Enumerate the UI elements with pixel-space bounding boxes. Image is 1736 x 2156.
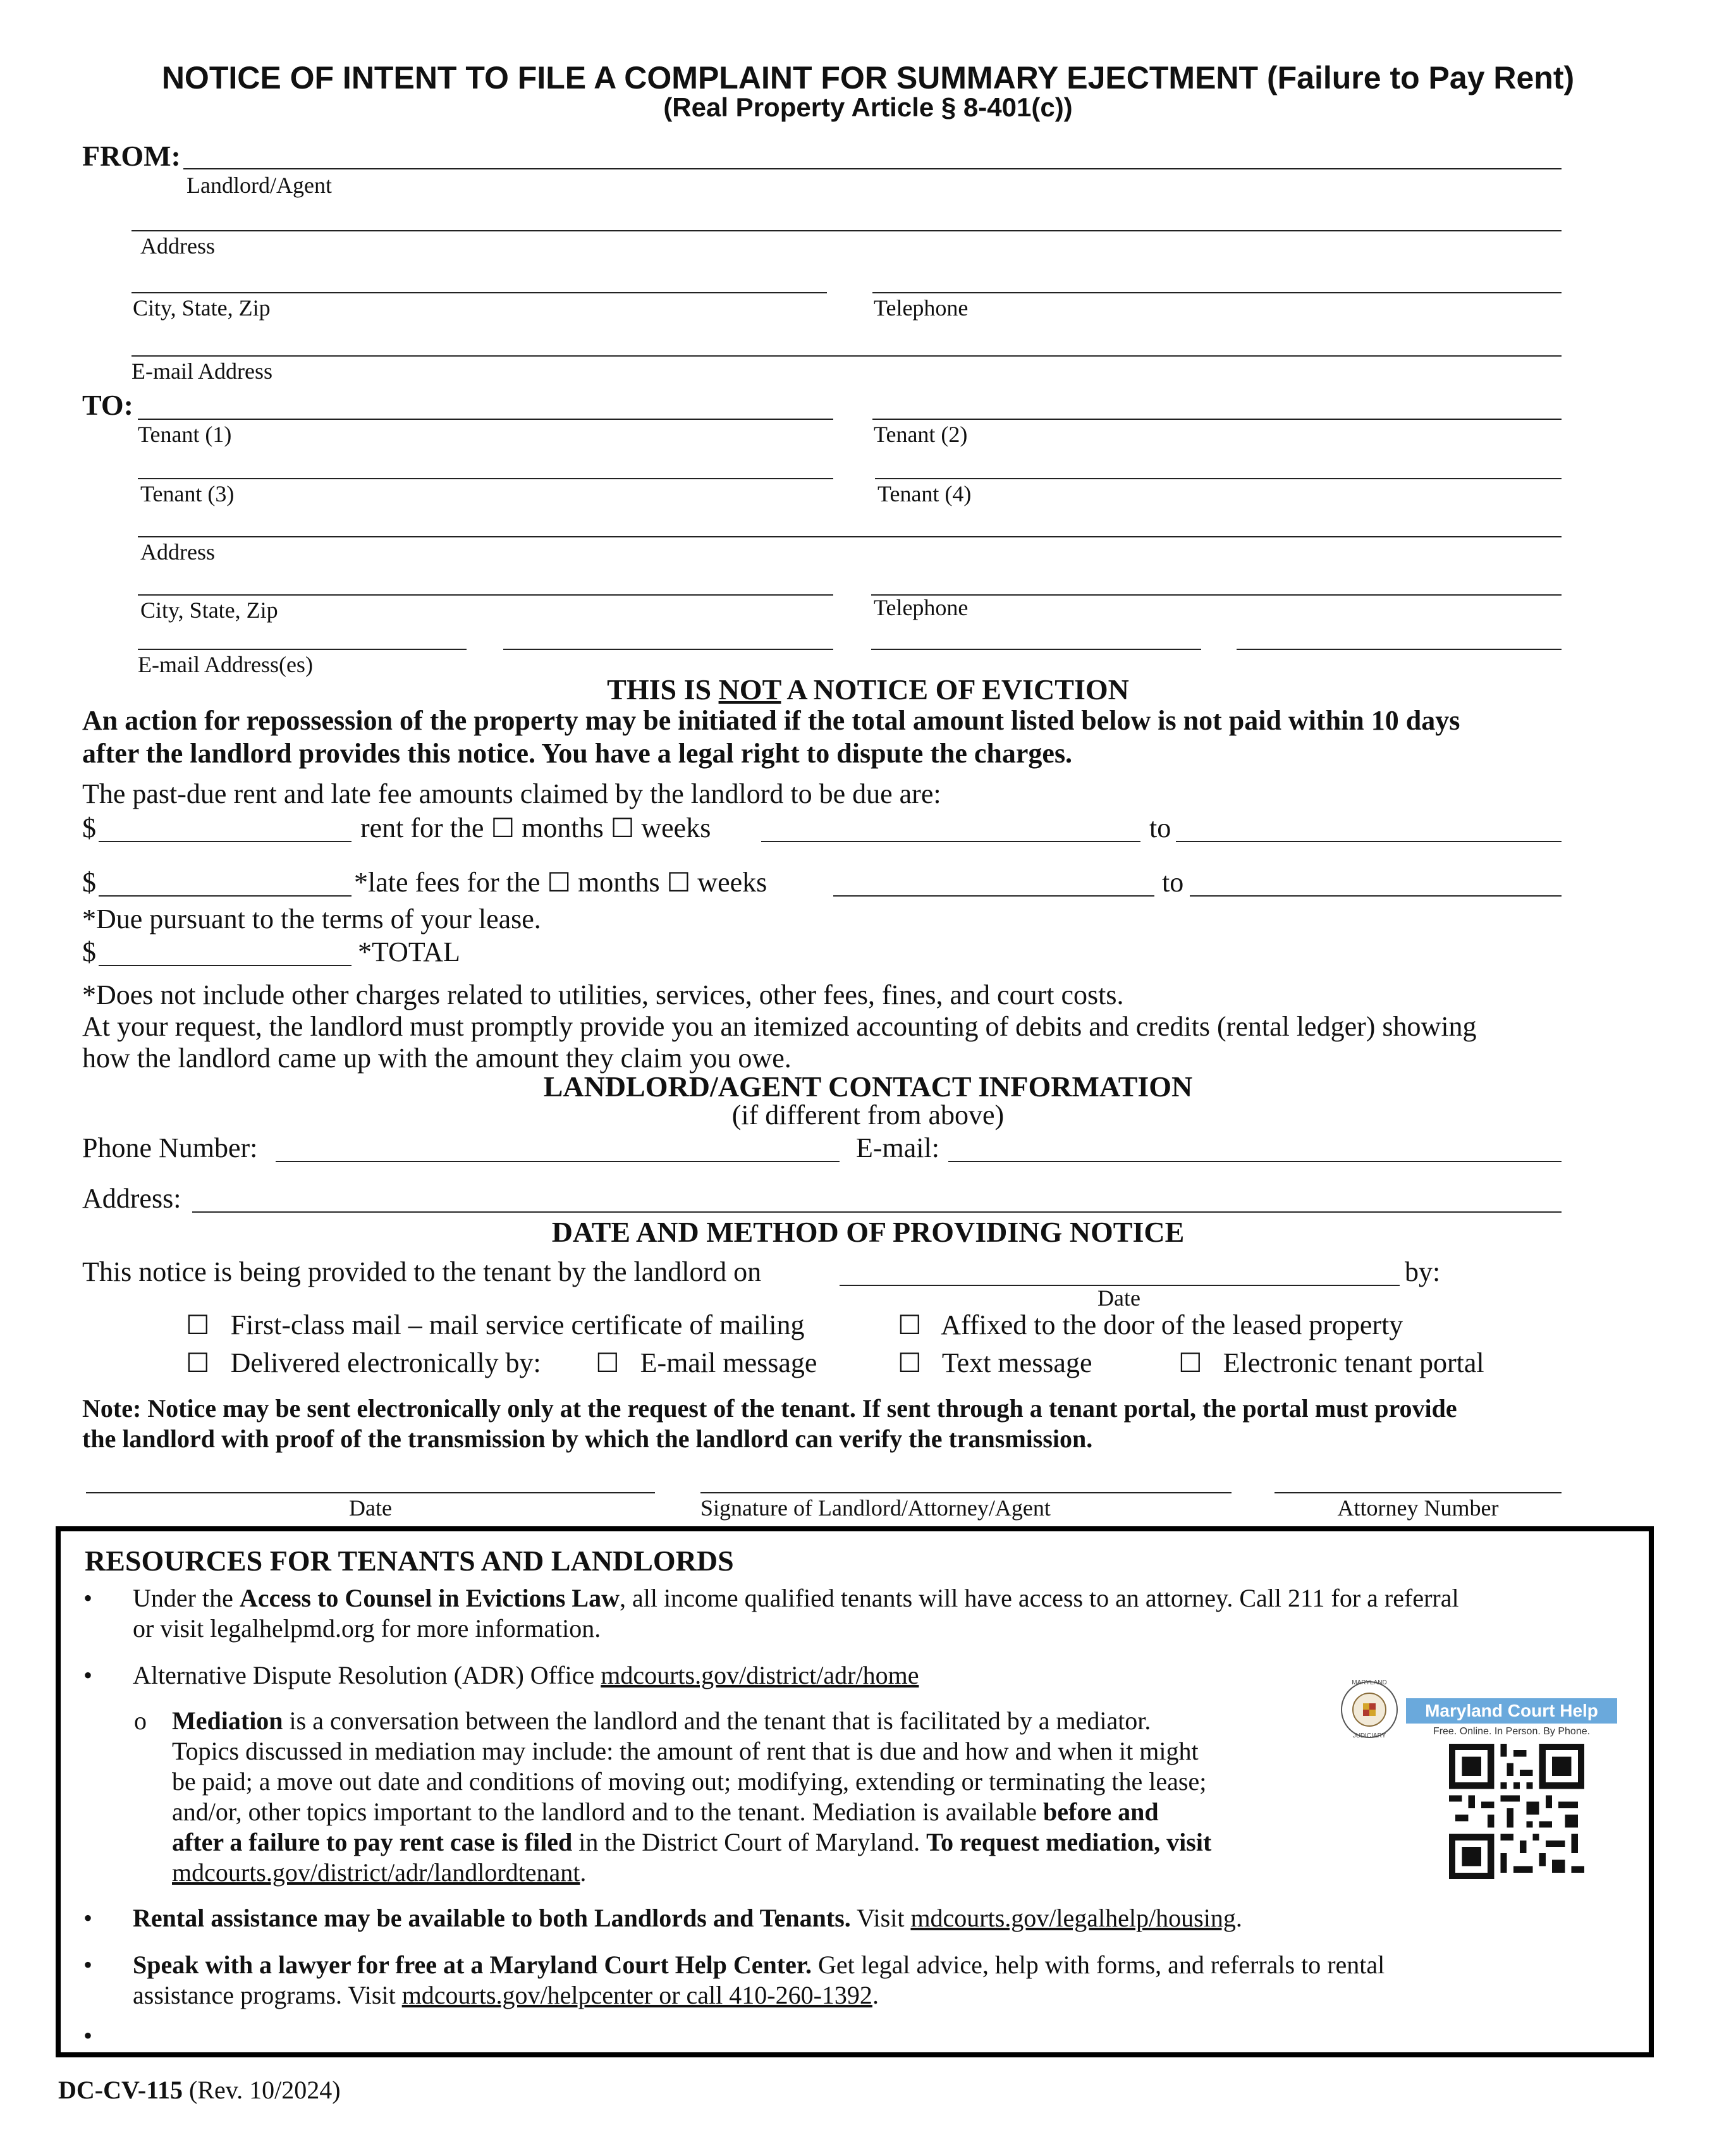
- sub-bullet-mediation: o: [134, 1706, 147, 1735]
- from-telephone-label: Telephone: [874, 295, 969, 321]
- notice-date-label: Date: [1097, 1285, 1140, 1311]
- lawyer-line-2: assistance programs. Visit mdcourts.gov/helpcenter or call 410-260-1392.: [133, 1981, 879, 2009]
- phone-number-field[interactable]: [276, 1161, 840, 1162]
- tenant2-label: Tenant (2): [874, 422, 968, 447]
- signature-label: Signature of Landlord/Attorney/Agent: [700, 1495, 1051, 1521]
- note-line-2: the landlord with proof of the transmission by which the landlord can verify the transmission.: [82, 1424, 1093, 1453]
- total-amount-field[interactable]: [99, 965, 351, 966]
- bullet-1: •: [83, 1584, 93, 1612]
- rent-weeks-checkbox[interactable]: ☐: [610, 814, 635, 843]
- total-label: *TOTAL: [358, 936, 460, 967]
- tenant4-field[interactable]: [875, 478, 1562, 479]
- seal-icon: [1339, 1679, 1400, 1740]
- housing-link[interactable]: mdcourts.gov/legalhelp/housing: [910, 1904, 1236, 1932]
- rent-months-checkbox[interactable]: ☐: [491, 814, 515, 843]
- to-emails-label: E-mail Address(es): [138, 652, 313, 677]
- by-text: by:: [1405, 1256, 1441, 1287]
- note-line-1: Note: Notice may be sent electronically only at the request of the tenant. If sent through a tenant portal, the portal must provide: [82, 1394, 1457, 1423]
- signature-field[interactable]: [700, 1492, 1232, 1493]
- from-city-state-zip-field[interactable]: [131, 292, 827, 293]
- portal-option: ☐ Electronic tenant portal: [1178, 1347, 1484, 1378]
- first-class-option: ☐ First-class mail – mail service certificate of mailing: [186, 1309, 805, 1340]
- due-pursuant-text: *Due pursuant to the terms of your lease.: [82, 903, 541, 934]
- provided-text: This notice is being provided to the tenant by the landlord on: [82, 1256, 762, 1287]
- rent-to-date-field[interactable]: [1176, 841, 1562, 842]
- atc-line-2: or visit legalhelpmd.org for more information.: [133, 1614, 601, 1643]
- page-subtitle: (Real Property Article § 8-401(c)): [663, 92, 1073, 122]
- warning-line-2: after the landlord provides this notice. You have a legal right to dispute the charges.: [82, 738, 1073, 769]
- method-heading: DATE AND METHOD OF PROVIDING NOTICE: [551, 1216, 1185, 1248]
- to-city-state-zip-field[interactable]: [138, 594, 833, 596]
- tenant3-field[interactable]: [138, 478, 833, 479]
- affixed-option: ☐ Affixed to the door of the leased property: [898, 1309, 1403, 1340]
- court-help-tagline: Free. Online. In Person. By Phone.: [1433, 1726, 1591, 1737]
- late-weeks-checkbox[interactable]: ☐: [666, 869, 691, 898]
- phone-number-label: Phone Number:: [82, 1132, 258, 1163]
- tenant2-field[interactable]: [872, 419, 1562, 420]
- bullet-5: •: [83, 2021, 93, 2050]
- helpcenter-link[interactable]: mdcourts.gov/helpcenter or call 410-260-1392: [401, 1981, 872, 2009]
- request-line-1: At your request, the landlord must promptly provide you an itemized accounting of debits and credits (rental ledger) showing: [82, 1011, 1477, 1042]
- total-dollar-sign: $: [82, 936, 96, 967]
- rent-from-date-field[interactable]: [761, 841, 1140, 842]
- rent-amount-field[interactable]: [99, 841, 351, 842]
- late-fee-amount-field[interactable]: [99, 895, 351, 897]
- from-heading: FROM:: [82, 140, 181, 172]
- tenant-email-field-4[interactable]: [1237, 649, 1562, 650]
- bullet-4: •: [83, 1951, 93, 1979]
- mediation-line-6: mdcourts.gov/district/adr/landlordtenant.: [172, 1858, 587, 1887]
- contact-address-label: Address:: [82, 1183, 181, 1214]
- contact-email-label: E-mail:: [856, 1132, 939, 1163]
- late-fee-to-date-field[interactable]: [1190, 895, 1562, 897]
- from-telephone-field[interactable]: [872, 292, 1562, 293]
- landlord-agent-field[interactable]: [183, 168, 1562, 169]
- bullet-3: •: [83, 1904, 93, 1932]
- court-help-badge: Maryland Court Help: [1406, 1698, 1617, 1724]
- signature-date-label: Date: [349, 1495, 392, 1521]
- attorney-number-field[interactable]: [1274, 1492, 1562, 1493]
- adr-line: Alternative Dispute Resolution (ADR) Office mdcourts.gov/district/adr/home: [133, 1661, 919, 1689]
- qr-code[interactable]: [1449, 1744, 1584, 1879]
- mediation-line-2: Topics discussed in mediation may include: the amount of rent that is due and how and when it might: [172, 1737, 1199, 1765]
- late-fees-for-text: *late fees for the ☐ months ☐ weeks: [354, 867, 767, 898]
- tenant-email-field-2[interactable]: [503, 649, 833, 650]
- warning-line-1: An action for repossession of the property may be initiated if the total amount listed below is not paid within 10 days: [82, 705, 1460, 736]
- rent-for-text: rent for the ☐ months ☐ weeks: [360, 812, 711, 843]
- rental-assistance-line: Rental assistance may be available to both Landlords and Tenants. Visit mdcourts.gov/legalhelp/housing.: [133, 1904, 1242, 1932]
- contact-email-field[interactable]: [948, 1161, 1562, 1162]
- to-telephone-label: Telephone: [874, 595, 969, 620]
- from-email-label: E-mail Address: [131, 358, 272, 384]
- tenant-email-field-3[interactable]: [871, 649, 1201, 650]
- from-address-label: Address: [140, 233, 215, 259]
- to-address-field[interactable]: [138, 536, 1562, 537]
- affixed-checkbox[interactable]: ☐: [898, 1311, 922, 1340]
- claimed-text: The past-due rent and late fee amounts claimed by the landlord to be due are:: [82, 778, 941, 809]
- mediation-line-4: and/or, other topics important to the landlord and to the tenant. Mediation is available before and: [172, 1798, 1159, 1826]
- page-title: NOTICE OF INTENT TO FILE A COMPLAINT FOR SUMMARY EJECTMENT (Failure to Pay Rent): [161, 60, 1575, 95]
- lawyer-line-1: Speak with a lawyer for free at a Maryland Court Help Center. Get legal advice, help with forms, and referrals to rental: [133, 1951, 1385, 1979]
- rent-to-text: to: [1149, 812, 1171, 843]
- atc-line-1: Under the Access to Counsel in Evictions Law, all income qualified tenants will have access to an attorney. Call 211 for a referral: [133, 1584, 1459, 1612]
- late-fee-to-text: to: [1162, 867, 1184, 898]
- contact-address-field[interactable]: [192, 1211, 1562, 1213]
- not-eviction-heading: THIS IS NOT A NOTICE OF EVICTION: [607, 673, 1129, 706]
- mediation-line-1: Mediation is a conversation between the landlord and the tenant that is facilitated by a mediator.: [172, 1706, 1151, 1735]
- to-city-state-zip-label: City, State, Zip: [140, 597, 278, 623]
- mediation-line-3: be paid; a move out date and conditions of moving out; modifying, extending or terminating the lease;: [172, 1767, 1207, 1796]
- seal-bottom-text: JUDICIARY: [1352, 1732, 1386, 1739]
- from-email-field[interactable]: [131, 355, 1562, 357]
- electronic-checkbox[interactable]: ☐: [186, 1349, 210, 1378]
- contact-subheading: (if different from above): [731, 1099, 1005, 1130]
- mediation-line-5: after a failure to pay rent case is filed in the District Court of Maryland. To request mediation, visit: [172, 1828, 1212, 1856]
- mediation-link[interactable]: mdcourts.gov/district/adr/landlordtenant: [172, 1858, 580, 1887]
- email-message-option: ☐ E-mail message: [596, 1347, 817, 1378]
- to-address-label: Address: [140, 539, 215, 565]
- first-class-checkbox[interactable]: ☐: [186, 1311, 210, 1340]
- tenant-email-field-1[interactable]: [138, 649, 467, 650]
- email-message-checkbox[interactable]: ☐: [596, 1349, 620, 1378]
- signature-date-field[interactable]: [86, 1492, 655, 1493]
- form-footer: DC-CV-115 (Rev. 10/2024): [58, 2076, 341, 2104]
- to-telephone-field[interactable]: [871, 594, 1562, 596]
- tenant3-label: Tenant (3): [140, 481, 235, 506]
- tenant1-field[interactable]: [138, 419, 833, 420]
- tenant4-label: Tenant (4): [877, 481, 972, 506]
- contact-heading: LANDLORD/AGENT CONTACT INFORMATION: [543, 1070, 1193, 1103]
- tenant1-label: Tenant (1): [138, 422, 232, 447]
- maryland-judiciary-seal: [1339, 1679, 1400, 1740]
- adr-link[interactable]: mdcourts.gov/district/adr/home: [601, 1661, 919, 1689]
- rent-dollar-sign: $: [82, 812, 96, 843]
- request-line-2: how the landlord came up with the amount they claim you owe.: [82, 1043, 792, 1074]
- portal-checkbox[interactable]: ☐: [1178, 1349, 1202, 1378]
- not-include-text: *Does not include other charges related to utilities, services, other fees, fines, and court costs.: [82, 979, 1124, 1010]
- qr-code-icon: [1449, 1744, 1584, 1879]
- electronic-option: ☐ Delivered electronically by:: [186, 1347, 541, 1378]
- resources-heading: RESOURCES FOR TENANTS AND LANDLORDS: [85, 1545, 734, 1577]
- text-message-option: ☐ Text message: [898, 1347, 1092, 1378]
- late-fee-dollar-sign: $: [82, 867, 96, 898]
- from-address-field[interactable]: [131, 230, 1562, 231]
- bullet-2: •: [83, 1661, 93, 1689]
- from-city-state-zip-label: City, State, Zip: [133, 295, 271, 321]
- landlord-agent-label: Landlord/Agent: [186, 173, 332, 198]
- late-fee-from-date-field[interactable]: [833, 895, 1154, 897]
- text-message-checkbox[interactable]: ☐: [898, 1349, 922, 1378]
- attorney-number-label: Attorney Number: [1337, 1495, 1499, 1521]
- to-heading: TO:: [82, 389, 133, 421]
- seal-top-text: MARYLAND: [1352, 1679, 1387, 1686]
- late-months-checkbox[interactable]: ☐: [547, 869, 572, 898]
